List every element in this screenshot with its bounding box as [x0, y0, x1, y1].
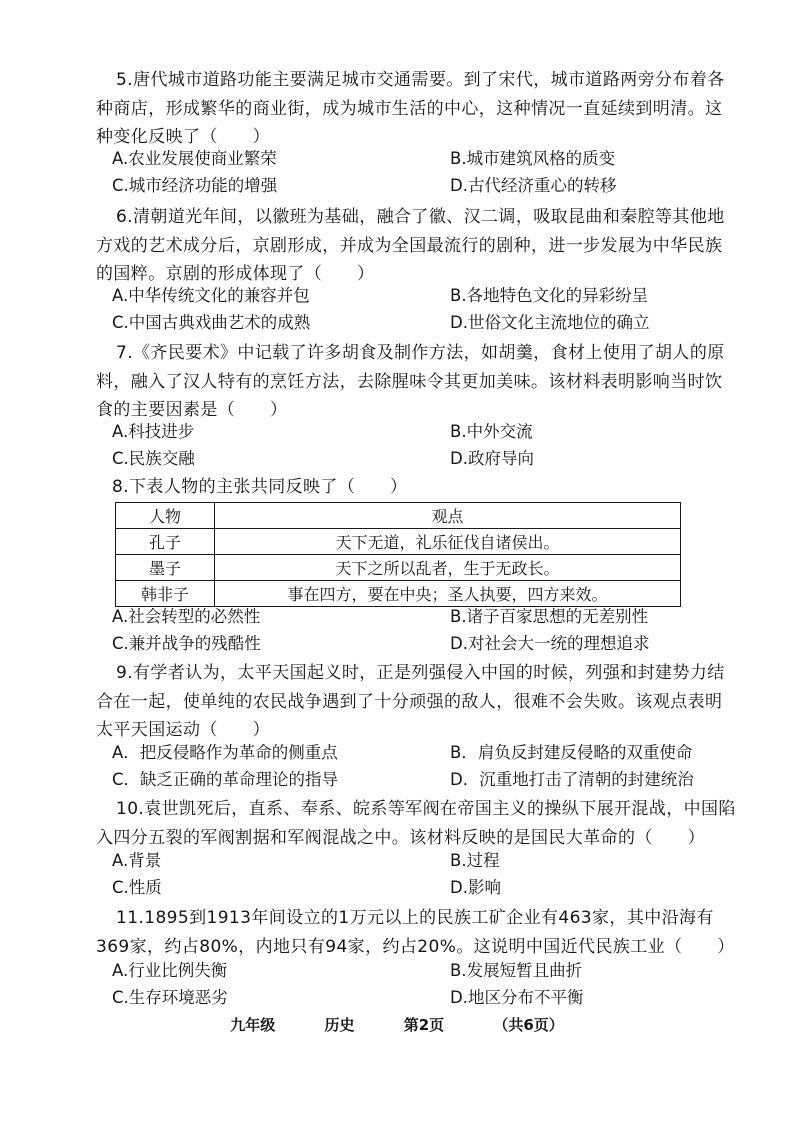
- footer-grade: 九年级: [230, 1016, 276, 1034]
- question-7-option-d: D.政府导向: [450, 449, 534, 468]
- question-9-option-d: D．沉重地打击了清朝的封建统治: [450, 770, 694, 789]
- table-row: [116, 555, 681, 581]
- question-11-option-b: B.发展短暂且曲折: [450, 961, 583, 980]
- question-10-option-c: C.性质: [112, 878, 162, 897]
- question-5-option-d: D.古代经济重心的转移: [450, 176, 617, 195]
- question-7-option-b: B.中外交流: [450, 422, 533, 441]
- table-header-row: [116, 503, 681, 529]
- viewpoints-table: [115, 502, 681, 607]
- question-11-option-c: C.生存环境恶劣: [112, 988, 228, 1007]
- page-footer: [0, 1014, 794, 1035]
- question-10-option-d: D.影响: [450, 878, 501, 897]
- question-10-option-a: A.背景: [112, 851, 162, 870]
- question-8-option-c: C.兼并战争的残酷性: [112, 634, 261, 653]
- footer-page-number: 第2页: [403, 1016, 445, 1034]
- question-5-option-c: C.城市经济功能的增强: [112, 176, 278, 195]
- footer-total-pages: （共6页）: [493, 1016, 564, 1034]
- question-9-option-c: C．缺乏正确的革命理论的指导: [112, 770, 339, 789]
- question-11-stem: 11.1895到1913年间设立的1万元以上的民族工矿企业有463家，其中沿海有369家，约占80%，内地只有94家，约占20%。这说明中国近代民族工业（ ）: [96, 908, 735, 957]
- question-8-option-b: B.诸子百家思想的无差别性: [450, 607, 649, 626]
- table-cell-person: 韩非子: [116, 581, 215, 607]
- question-11-option-a: A.行业比例失衡: [112, 961, 228, 980]
- table-row: [116, 581, 681, 607]
- question-9-option-a: A．把反侵略作为革命的侧重点: [112, 743, 338, 762]
- footer-subject: 历史: [324, 1016, 355, 1034]
- question-5-stem: 5.唐代城市道路功能主要满足城市交通需要。到了宋代，城市道路两旁分布着各种商店，形成繁华的商业街，成为城市生活的中心，这种情况一直延续到明清。这种变化反映了（ ）: [96, 70, 725, 147]
- table-cell-view: 事在四方，要在中央；圣人执要，四方来效。: [215, 581, 681, 607]
- table-cell-view: 天下无道，礼乐征伐自诸侯出。: [215, 529, 681, 555]
- question-7-option-c: C.民族交融: [112, 449, 195, 468]
- question-8-option-d: D.对社会大一统的理想追求: [450, 634, 650, 653]
- question-5-option-a: A.农业发展使商业繁荣: [112, 149, 277, 168]
- question-10-stem: 10.袁世凯死后，直系、奉系、皖系等军阀在帝国主义的操纵下展开混战，中国陷入四分五裂的军阀割据和军阀混战之中。该材料反映的是国民大革命的（ ）: [96, 799, 736, 848]
- table-header-person: 人物: [116, 503, 215, 529]
- question-5-option-b: B.城市建筑风格的质变: [450, 149, 616, 168]
- question-6-option-b: B.各地特色文化的异彩纷呈: [450, 286, 649, 305]
- table-cell-view: 天下之所以乱者，生于无政长。: [215, 555, 681, 581]
- table-cell-person: 墨子: [116, 555, 215, 581]
- question-9-stem: 9.有学者认为，太平天国起义时，正是列强侵入中国的时候，列强和封建势力结合在一起，使单纯的农民战争遇到了十分顽强的敌人，很难不会失败。该观点表明太平天国运动（ ）: [96, 663, 725, 740]
- question-6-stem: 6.清朝道光年间，以徽班为基础，融合了徽、汉二调，吸取昆曲和秦腔等其他地方戏的艺术成分后，京剧形成，并成为全国最流行的剧种，进一步发展为中华民族的国粹。京剧的形成体现了（ ）: [96, 207, 725, 284]
- question-10-option-b: B.过程: [450, 851, 500, 870]
- question-6-option-d: D.世俗文化主流地位的确立: [450, 313, 650, 332]
- question-7-option-a: A.科技进步: [112, 422, 195, 441]
- question-6-option-c: C.中国古典戏曲艺术的成熟: [112, 313, 311, 332]
- question-9-option-b: B．肩负反封建反侵略的双重使命: [450, 743, 693, 762]
- question-8-stem: 8.下表人物的主张共同反映了（ ）: [112, 477, 408, 497]
- table-header-view: 观点: [215, 503, 681, 529]
- table-cell-person: 孔子: [116, 529, 215, 555]
- question-7-stem: 7.《齐民要术》中记载了许多胡食及制作方法，如胡羹，食材上使用了胡人的原料，融入了汉人特有的烹饪方法，去除腥味令其更加美味。该材料表明影响当时饮食的主要因素是（ ）: [96, 343, 725, 420]
- question-6-option-a: A.中华传统文化的兼容并包: [112, 286, 310, 305]
- table-row: [116, 529, 681, 555]
- question-8-option-a: A.社会转型的必然性: [112, 607, 261, 626]
- question-11-option-d: D.地区分布不平衡: [450, 988, 584, 1007]
